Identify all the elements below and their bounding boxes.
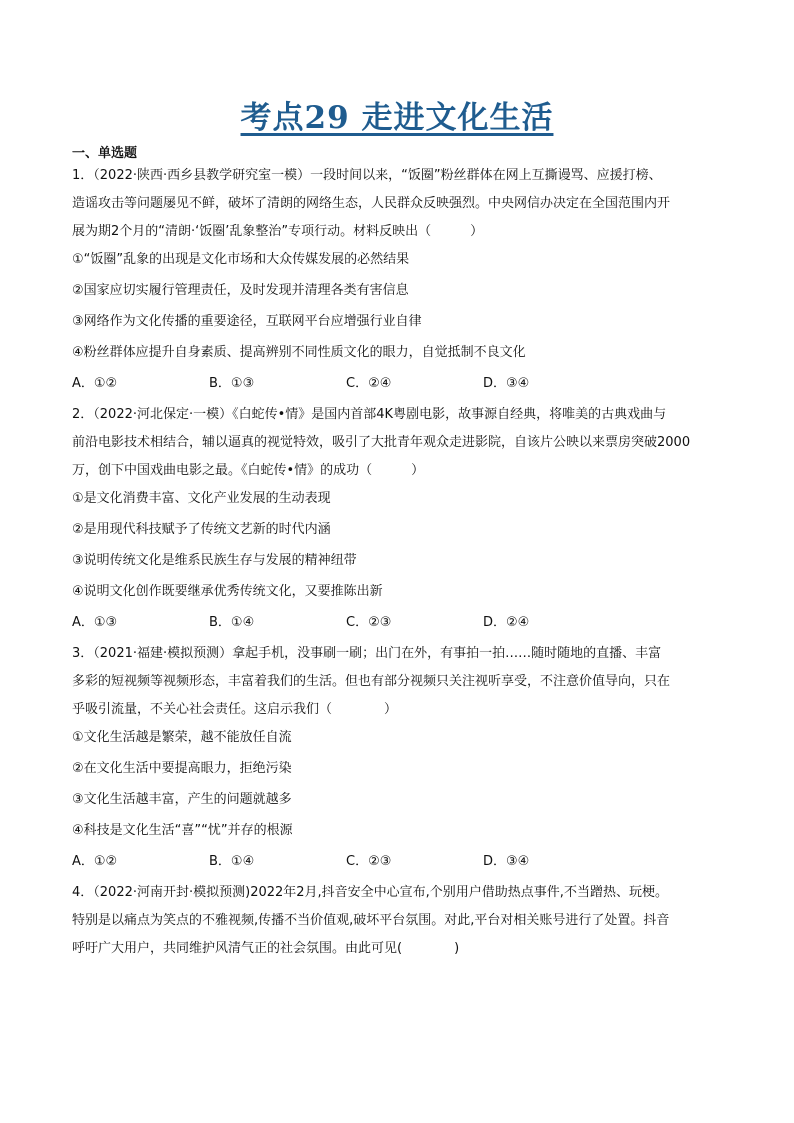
question-stem-line: 4．（2022·河南开封·模拟预测)2022年2月,抖音安全中心宣布,个别用户借助热点事件,不当蹭热、玩梗。: [72, 885, 668, 900]
question-stem-line: 乎吸引流量，不关心社会责任。这启示我们（ ）: [72, 702, 398, 717]
question-stem-line: 呼吁广大用户，共同维护风清气正的社会氛围。由此可见( ): [72, 941, 460, 956]
option-a: A．①②: [72, 376, 118, 391]
option-c: C．②④: [346, 376, 392, 391]
question-stem-line: 3．（2021·福建·模拟预测）拿起手机，没事刷一刷；出门在外，有事拍一拍……随时随地的直播、丰富: [72, 646, 662, 661]
question-stem-line: 特别是以痛点为笑点的不雅视频,传播不当价值观,破坏平台氛围。对此,平台对相关账号进行了处置。抖音: [72, 913, 670, 928]
question-stem-line: 造谣攻击等问题屡见不鲜，破坏了清朗的网络生态，人民群众反映强烈。中央网信办决定在全国范围内开: [72, 196, 671, 211]
statement: ③说明传统文化是维系民族生存与发展的精神纽带: [72, 553, 357, 568]
question-stem-line: 万，创下中国戏曲电影之最。《白蛇传•情》的成功（ ）: [72, 463, 425, 478]
question-list: [72, 162, 732, 963]
answer-options: [72, 609, 732, 637]
option-b: B．①③: [209, 376, 255, 391]
option-d: D．②④: [483, 615, 530, 630]
page-title: 考点29 走进文化生活: [240, 100, 554, 136]
section-heading: 一、单选题: [72, 146, 138, 161]
statement: ①文化生活越是繁荣，越不能放任自流: [72, 730, 292, 745]
option-b: B．①④: [209, 615, 255, 630]
statement: ③文化生活越丰富，产生的问题就越多: [72, 792, 292, 807]
statement: ④科技是文化生活“喜”“忧”并存的根源: [72, 823, 293, 838]
statement: ④粉丝群体应提升自身素质、提高辨别不同性质文化的眼力，自觉抵制不良文化: [72, 345, 526, 360]
statement: ④说明文化创作既要继承优秀传统文化，又要推陈出新: [72, 584, 383, 599]
question-1: [72, 162, 732, 398]
option-c: C．②③: [346, 854, 392, 869]
question-stem-line: 1．（2022·陕西·西乡县教学研究室一模）一段时间以来，“饭圈”粉丝群体在网上互撕谩骂、应援打榜、: [72, 168, 662, 183]
statement: ③网络作为文化传播的重要途径，互联网平台应增强行业自律: [72, 314, 422, 329]
question-stem-line: 多彩的短视频等视频形态，丰富着我们的生活。但也有部分视频只关注视听享受，不注意价值导向，只在: [72, 674, 671, 689]
statement: ①“饭圈”乱象的出现是文化市场和大众传媒发展的必然结果: [72, 252, 410, 267]
statement: ②是用现代科技赋予了传统文艺新的时代内涵: [72, 522, 331, 537]
question-4: [72, 879, 732, 963]
option-d: D．③④: [483, 376, 530, 391]
question-stem-line: 展为期2个月的“清朗·‘饭圈’乱象整治”专项行动。材料反映出（ ）: [72, 224, 484, 239]
option-b: B．①④: [209, 854, 255, 869]
answer-options: [72, 370, 732, 398]
question-2: [72, 401, 732, 637]
answer-options: [72, 848, 732, 876]
statement: ②国家应切实履行管理责任，及时发现并清理各类有害信息: [72, 283, 409, 298]
option-c: C．②③: [346, 615, 392, 630]
question-3: [72, 640, 732, 876]
option-d: D．③④: [483, 854, 530, 869]
statement: ②在文化生活中要提高眼力，拒绝污染: [72, 761, 292, 776]
question-stem-line: 2．（2022·河北保定·一模）《白蛇传•情》是国内首部4K粤剧电影，故事源自经典，将唯美的古典戏曲与: [72, 407, 667, 422]
question-stem-line: 前沿电影技术相结合，辅以逼真的视觉特效，吸引了大批青年观众走进影院，自该片公映以来票房突破2000: [72, 435, 691, 450]
statement: ①是文化消费丰富、文化产业发展的生动表现: [72, 491, 331, 506]
option-a: A．①③: [72, 615, 118, 630]
option-a: A．①②: [72, 854, 118, 869]
